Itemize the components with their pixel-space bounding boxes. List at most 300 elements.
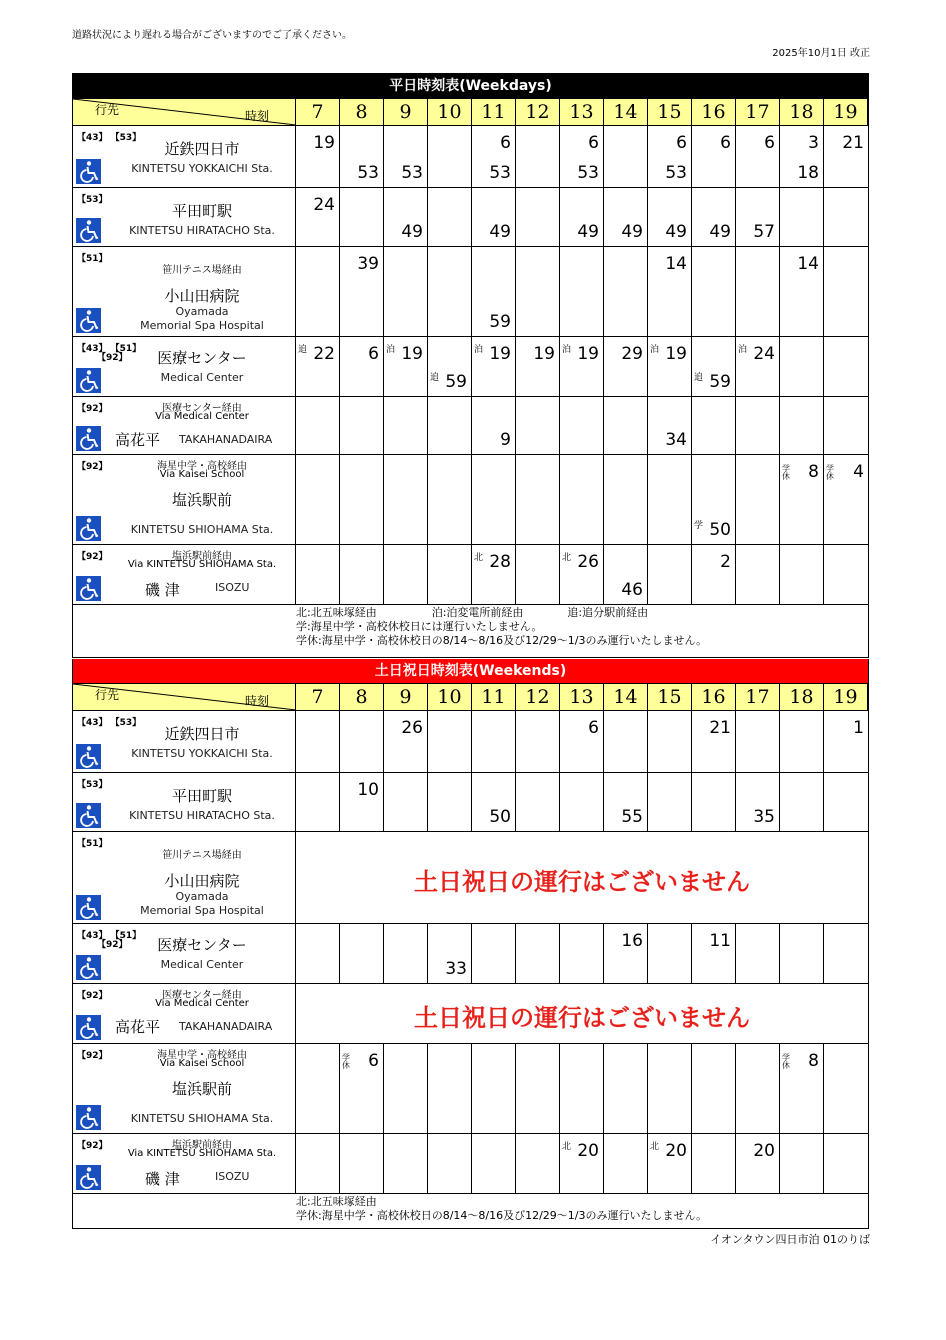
destination-en: TAKAHANADAIRA <box>179 1020 273 1033</box>
departure-minute: 53 <box>357 163 379 183</box>
departure-minute: 28 <box>489 552 511 572</box>
wheelchair-icon <box>76 895 101 920</box>
hour-18: 18 <box>780 684 824 710</box>
hour-cell-7 <box>296 188 340 246</box>
departure-minute: 34 <box>665 430 687 450</box>
hour-cell-12 <box>516 711 560 772</box>
hour-cell-12 <box>516 397 560 454</box>
time-cells <box>296 711 868 772</box>
dest-header-label: 行先 <box>95 103 120 117</box>
route-row <box>73 397 868 455</box>
hour-cell-12 <box>516 455 560 544</box>
route-numbers: 【53】 <box>77 780 108 790</box>
time-cells <box>296 188 868 246</box>
wheelchair-icon <box>76 159 101 184</box>
wheelchair-icon <box>76 516 101 541</box>
departure-minute: 6 <box>368 344 379 364</box>
departure-minute: 59 <box>489 312 511 332</box>
departure-minute: 8 <box>808 1051 819 1071</box>
departure-minute: 6 <box>764 133 775 153</box>
note-line: 学休:海星中学・高校休校日の8/14～8/16及び12/29～1/3のみ運行いたしません。 <box>296 1209 708 1222</box>
destination-en: KINTETSU YOKKAICHI Sta. <box>131 747 273 760</box>
stop-name-footer: イオンタウン四日市泊 01のりば <box>710 1233 870 1246</box>
destination-cell <box>73 337 296 396</box>
note-line: 北:北五味塚経由 <box>296 1195 377 1208</box>
hour-cell-12 <box>516 337 560 396</box>
route-row <box>73 545 868 605</box>
hour-cell-10 <box>428 773 472 831</box>
via-label-ja: 笹川テニス場経由 <box>162 265 242 276</box>
wheelchair-icon <box>76 955 101 980</box>
hour-cell-16 <box>692 1044 736 1133</box>
hour-cell-13 <box>560 247 604 336</box>
note-mark: 追 <box>430 373 440 383</box>
hour-14: 14 <box>604 99 648 125</box>
hour-cell-18 <box>780 1044 824 1133</box>
note-mark: 北 <box>650 1142 660 1152</box>
weekends-hour-header <box>73 683 868 711</box>
hour-cell-11 <box>472 924 516 983</box>
departure-minute: 6 <box>720 133 731 153</box>
wheelchair-icon <box>76 744 101 769</box>
hour-13: 13 <box>560 99 604 125</box>
hour-cell-8 <box>340 397 384 454</box>
hour-cell-15 <box>648 545 692 604</box>
hour-cell-16 <box>692 126 736 187</box>
hour-cell-11 <box>472 711 516 772</box>
wheelchair-icon <box>76 368 101 393</box>
hour-cell-8 <box>340 247 384 336</box>
hour-cell-15 <box>648 1134 692 1193</box>
destination-cell <box>73 397 296 454</box>
hour-cell-9 <box>384 247 428 336</box>
dest-hour-corner <box>73 99 296 125</box>
hour-cell-14 <box>604 337 648 396</box>
hour-cell-15 <box>648 126 692 187</box>
hour-cell-16 <box>692 924 736 983</box>
note-mark: 北 <box>474 553 484 563</box>
route-numbers: 【92】 <box>77 1051 108 1061</box>
note-mark: 泊 <box>738 345 748 355</box>
hour-cell-9 <box>384 773 428 831</box>
hour-cell-18 <box>780 337 824 396</box>
hour-11: 11 <box>472 684 516 710</box>
hour-cell-11 <box>472 397 516 454</box>
departure-minute: 26 <box>401 718 423 738</box>
note-line: 学休:海星中学・高校休校日の8/14～8/16及び12/29～1/3のみ運行いたしません。 <box>296 634 708 647</box>
via-label-ja: 塩浜駅前経由 <box>172 1140 232 1151</box>
hour-cell-11 <box>472 545 516 604</box>
hour-cell-19 <box>824 711 868 772</box>
hour-cell-9 <box>384 711 428 772</box>
note-mark: 追 <box>694 373 704 383</box>
note-mark: 泊 <box>474 345 484 355</box>
departure-minute: 49 <box>665 222 687 242</box>
hour-cell-10 <box>428 1134 472 1193</box>
hour-cell-10 <box>428 455 472 544</box>
destination-cell <box>73 711 296 772</box>
destination-en: Medical Center <box>160 371 244 384</box>
hour-cell-9 <box>384 1134 428 1193</box>
hour-cell-10 <box>428 924 472 983</box>
hour-9: 9 <box>384 99 428 125</box>
hour-cell-8 <box>340 337 384 396</box>
route-numbers-2: 【92】 <box>97 353 128 363</box>
departure-minute: 2 <box>720 552 731 572</box>
route-numbers: 【43】 【53】 <box>77 133 142 143</box>
hour-cell-17 <box>736 188 780 246</box>
departure-minute: 57 <box>753 222 775 242</box>
departure-minute: 55 <box>621 807 643 827</box>
hour-11: 11 <box>472 99 516 125</box>
destination-en: Medical Center <box>160 958 244 971</box>
hour-cell-12 <box>516 545 560 604</box>
hour-cell-7 <box>296 397 340 454</box>
hour-cell-11 <box>472 455 516 544</box>
hour-cell-19 <box>824 924 868 983</box>
departure-minute: 50 <box>709 520 731 540</box>
hour-cell-10 <box>428 1044 472 1133</box>
departure-minute: 9 <box>500 430 511 450</box>
hour-cell-14 <box>604 247 648 336</box>
note-mark: 北 <box>562 553 572 563</box>
destination-cell <box>73 126 296 187</box>
destination-cell <box>73 984 296 1043</box>
hour-cell-12 <box>516 924 560 983</box>
hour-cell-8 <box>340 924 384 983</box>
departure-minute: 4 <box>853 462 864 482</box>
destination-ja: 塩浜駅前 <box>171 1080 232 1098</box>
departure-minute: 19 <box>577 344 599 364</box>
hour-header-label: 時刻 <box>245 694 270 708</box>
route-row <box>73 711 868 773</box>
departure-minute: 19 <box>665 344 687 364</box>
hour-cell-15 <box>648 188 692 246</box>
hour-cell-16 <box>692 247 736 336</box>
weekends-title-bar: 土日祝日時刻表(Weekends) <box>73 659 868 683</box>
destination-en-2: Memorial Spa Hospital <box>140 904 264 917</box>
destination-ja: 高花平 <box>115 431 161 449</box>
departure-minute: 20 <box>665 1141 687 1161</box>
destination-ja: 小山田病院 <box>164 287 240 305</box>
route-row <box>73 924 868 984</box>
route-numbers: 【92】 <box>77 462 108 472</box>
hour-cell-8 <box>340 126 384 187</box>
hour-cell-16 <box>692 1134 736 1193</box>
no-service-message: 土日祝日の運行はございません <box>414 868 750 896</box>
hour-cell-19 <box>824 337 868 396</box>
hour-cell-9 <box>384 337 428 396</box>
route-row <box>73 773 868 832</box>
hour-cell-19 <box>824 397 868 454</box>
route-numbers-2: 【92】 <box>97 940 128 950</box>
hour-cell-14 <box>604 126 648 187</box>
departure-minute: 18 <box>797 163 819 183</box>
via-label-en: Via Medical Center <box>155 411 249 422</box>
hour-cell-13 <box>560 455 604 544</box>
destination-en: KINTETSU SHIOHAMA Sta. <box>130 1112 274 1125</box>
via-label-en: Via Medical Center <box>155 998 249 1009</box>
route-row <box>73 188 868 247</box>
note-mark: 学休 <box>782 1053 790 1070</box>
hour-cell-14 <box>604 397 648 454</box>
hour-cell-8 <box>340 1134 384 1193</box>
note-mark: 追 <box>298 345 308 355</box>
hour-cell-7 <box>296 1044 340 1133</box>
destination-cell <box>73 1044 296 1133</box>
note-mark: 泊 <box>650 345 660 355</box>
hour-cell-15 <box>648 1044 692 1133</box>
hour-cell-18 <box>780 188 824 246</box>
route-numbers: 【53】 <box>77 195 108 205</box>
hour-cell-15 <box>648 455 692 544</box>
departure-minute: 22 <box>313 344 335 364</box>
note-mark: 泊 <box>386 345 396 355</box>
hour-12: 12 <box>516 684 560 710</box>
hour-cell-10 <box>428 711 472 772</box>
departure-minute: 46 <box>621 580 643 600</box>
departure-minute: 29 <box>621 344 643 364</box>
departure-minute: 49 <box>401 222 423 242</box>
hour-cell-19 <box>824 773 868 831</box>
hour-15: 15 <box>648 99 692 125</box>
route-row <box>73 1134 868 1194</box>
departure-minute: 10 <box>357 780 379 800</box>
departure-minute: 20 <box>753 1141 775 1161</box>
hour-cell-11 <box>472 188 516 246</box>
route-numbers: 【92】 <box>77 1141 108 1151</box>
hour-cell-10 <box>428 126 472 187</box>
hour-header-label: 時刻 <box>245 109 270 123</box>
hour-cell-8 <box>340 711 384 772</box>
departure-minute: 53 <box>665 163 687 183</box>
departure-minute: 39 <box>357 254 379 274</box>
time-cells <box>296 126 868 187</box>
hour-18: 18 <box>780 99 824 125</box>
departure-minute: 20 <box>577 1141 599 1161</box>
via-label-ja: 医療センター経由 <box>162 403 242 414</box>
weekend-timetable <box>72 659 869 1229</box>
hour-cell-17 <box>736 924 780 983</box>
weekend-notes <box>296 1195 707 1223</box>
note-mark: 学休 <box>782 464 790 481</box>
departure-minute: 16 <box>621 931 643 951</box>
hour-cell-7 <box>296 1134 340 1193</box>
destination-ja: 医療センター <box>157 936 247 954</box>
route-numbers: 【92】 <box>77 991 108 1001</box>
hour-cell-14 <box>604 711 648 772</box>
destination-en: KINTETSU HIRATACHO Sta. <box>129 224 275 237</box>
time-cells <box>296 397 868 454</box>
hour-cell-19 <box>824 1134 868 1193</box>
hour-cell-16 <box>692 545 736 604</box>
hour-cell-17 <box>736 247 780 336</box>
departure-minute: 11 <box>709 931 731 951</box>
via-label-en: Via Kaisei School <box>159 1058 245 1069</box>
hour-cell-16 <box>692 773 736 831</box>
hour-cell-12 <box>516 773 560 831</box>
destination-ja: 磯 津 <box>145 1170 180 1188</box>
note-mark: 学休 <box>342 1053 350 1070</box>
hour-cell-13 <box>560 1044 604 1133</box>
departure-minute: 3 <box>808 133 819 153</box>
hour-15: 15 <box>648 684 692 710</box>
hour-cell-19 <box>824 126 868 187</box>
hour-cell-8 <box>340 188 384 246</box>
destination-en: TAKAHANADAIRA <box>179 433 273 446</box>
hour-cell-15 <box>648 397 692 454</box>
destination-en: Oyamada <box>175 890 229 903</box>
departure-minute: 49 <box>621 222 643 242</box>
via-label-ja: 海星中学・高校経由 <box>157 1050 247 1061</box>
hour-cell-14 <box>604 188 648 246</box>
hour-cell-14 <box>604 1044 648 1133</box>
departure-minute: 49 <box>489 222 511 242</box>
departure-minute: 53 <box>401 163 423 183</box>
route-row <box>73 832 868 924</box>
destination-en-2: Memorial Spa Hospital <box>140 319 264 332</box>
route-numbers: 【43】 【53】 <box>77 718 142 728</box>
via-label-en: Via KINTETSU SHIOHAMA Sta. <box>127 1148 277 1159</box>
hour-cell-11 <box>472 247 516 336</box>
hour-cell-7 <box>296 455 340 544</box>
hour-cell-9 <box>384 126 428 187</box>
departure-minute: 59 <box>445 372 467 392</box>
destination-cell <box>73 247 296 336</box>
hour-cell-19 <box>824 455 868 544</box>
departure-minute: 1 <box>853 718 864 738</box>
hour-cell-14 <box>604 1134 648 1193</box>
destination-en: Oyamada <box>175 305 229 318</box>
hour-8: 8 <box>340 99 384 125</box>
hour-cell-13 <box>560 337 604 396</box>
route-numbers: 【43】 【51】 <box>77 344 142 354</box>
destination-ja: 高花平 <box>115 1018 161 1036</box>
departure-minute: 19 <box>533 344 555 364</box>
weekdays-hour-header <box>73 98 868 126</box>
destination-en: ISOZU <box>215 1170 250 1183</box>
hour-cell-19 <box>824 545 868 604</box>
wheelchair-icon <box>76 1105 101 1130</box>
departure-minute: 6 <box>588 133 599 153</box>
hour-10: 10 <box>428 684 472 710</box>
note-line: 学:海星中学・高校休校日には運行いたしません。 <box>296 620 543 633</box>
via-label-ja: 塩浜駅前経由 <box>172 551 232 562</box>
hour-cell-11 <box>472 126 516 187</box>
departure-minute: 19 <box>489 344 511 364</box>
hour-cell-15 <box>648 773 692 831</box>
time-cells <box>296 337 868 396</box>
hour-7: 7 <box>296 99 340 125</box>
hour-cell-13 <box>560 188 604 246</box>
hour-cell-16 <box>692 711 736 772</box>
hour-cell-17 <box>736 773 780 831</box>
note-mark: 北 <box>562 1142 572 1152</box>
hour-cell-17 <box>736 545 780 604</box>
hour-cell-7 <box>296 126 340 187</box>
hour-10: 10 <box>428 99 472 125</box>
destination-en: KINTETSU YOKKAICHI Sta. <box>131 162 273 175</box>
hour-cell-16 <box>692 188 736 246</box>
weekdays-title-bar: 平日時刻表(Weekdays) <box>73 74 868 98</box>
wheelchair-icon <box>76 576 101 601</box>
hour-cell-15 <box>648 247 692 336</box>
time-cells <box>296 773 868 831</box>
departure-minute: 24 <box>753 344 775 364</box>
hour-cell-13 <box>560 397 604 454</box>
hour-cell-8 <box>340 1044 384 1133</box>
note-mark: 学休 <box>826 464 834 481</box>
wheelchair-icon <box>76 426 101 451</box>
departure-minute: 53 <box>489 163 511 183</box>
route-numbers: 【92】 <box>77 404 108 414</box>
hour-cell-18 <box>780 397 824 454</box>
hour-cell-8 <box>340 455 384 544</box>
destination-cell <box>73 1134 296 1193</box>
route-row <box>73 1044 868 1134</box>
hour-cell-17 <box>736 337 780 396</box>
departure-minute: 19 <box>313 133 335 153</box>
hour-cell-13 <box>560 545 604 604</box>
hour-cell-18 <box>780 773 824 831</box>
destination-cell <box>73 924 296 983</box>
hour-cell-15 <box>648 924 692 983</box>
destination-ja: 平田町駅 <box>171 202 232 220</box>
departure-minute: 24 <box>313 195 335 215</box>
note-mark: 泊 <box>562 345 572 355</box>
hour-cell-18 <box>780 924 824 983</box>
hour-cell-12 <box>516 188 560 246</box>
destination-en: ISOZU <box>215 581 250 594</box>
hour-cell-8 <box>340 545 384 604</box>
time-cells <box>296 1134 868 1193</box>
destination-ja: 近鉄四日市 <box>164 140 240 158</box>
no-service-message: 土日祝日の運行はございません <box>414 1004 750 1032</box>
hour-cell-17 <box>736 126 780 187</box>
departure-minute: 6 <box>368 1051 379 1071</box>
hour-cell-14 <box>604 924 648 983</box>
destination-ja: 磯 津 <box>145 581 180 599</box>
route-row <box>73 455 868 545</box>
destination-ja: 塩浜駅前 <box>171 491 232 509</box>
hour-cell-12 <box>516 247 560 336</box>
hour-cell-17 <box>736 1044 780 1133</box>
route-row <box>73 247 868 337</box>
hour-cell-10 <box>428 545 472 604</box>
hour-cell-16 <box>692 337 736 396</box>
hour-cell-7 <box>296 337 340 396</box>
wheelchair-icon <box>76 308 101 333</box>
destination-cell <box>73 773 296 831</box>
hour-cell-8 <box>340 773 384 831</box>
departure-minute: 33 <box>445 959 467 979</box>
hour-cell-7 <box>296 773 340 831</box>
hour-cell-14 <box>604 545 648 604</box>
via-label-ja: 笹川テニス場経由 <box>162 850 242 861</box>
departure-minute: 8 <box>808 462 819 482</box>
hour-cell-9 <box>384 188 428 246</box>
departure-minute: 53 <box>577 163 599 183</box>
wheelchair-icon <box>76 803 101 828</box>
departure-minute: 49 <box>709 222 731 242</box>
via-label-en: Via KINTETSU SHIOHAMA Sta. <box>127 559 277 570</box>
hour-cell-13 <box>560 711 604 772</box>
hour-17: 17 <box>736 99 780 125</box>
hour-16: 16 <box>692 99 736 125</box>
route-numbers: 【51】 <box>77 254 108 264</box>
destination-ja: 医療センター <box>157 349 247 367</box>
departure-minute: 21 <box>842 133 864 153</box>
